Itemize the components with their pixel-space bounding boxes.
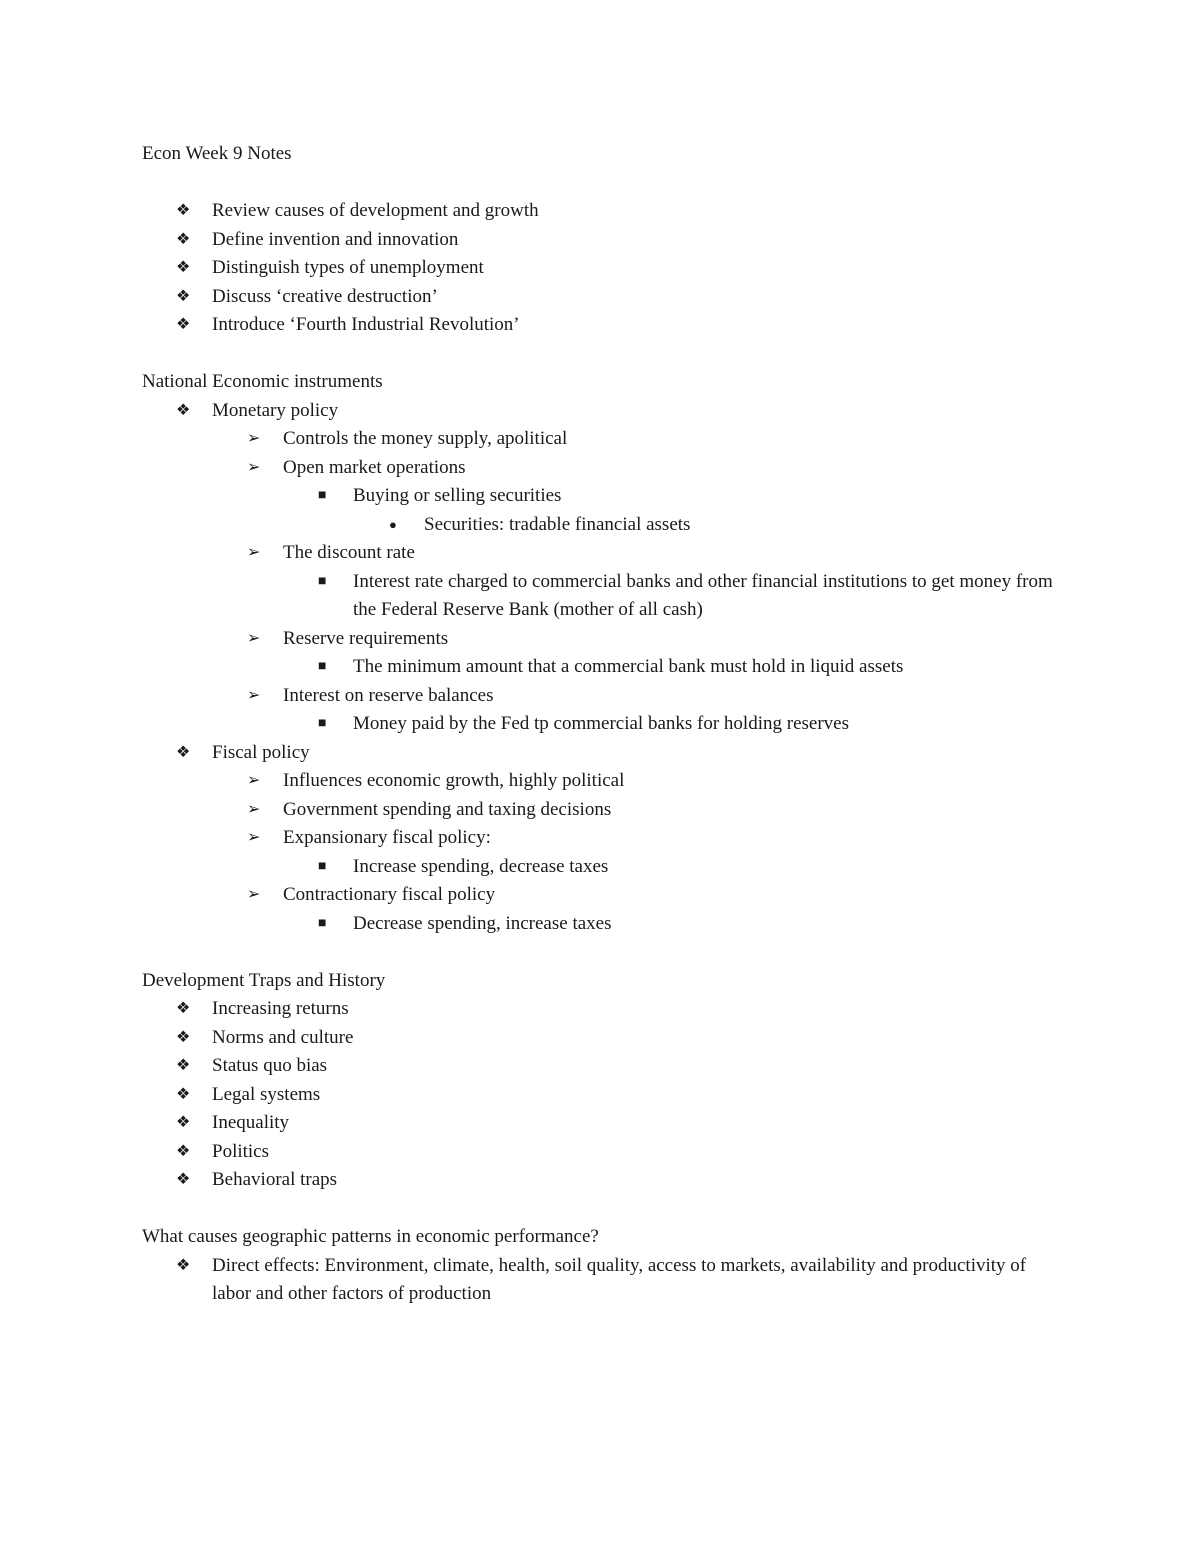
list-item-objective: ❖ Define invention and innovation — [142, 226, 1062, 255]
diamond-bullet-icon: ❖ — [176, 1057, 191, 1074]
spacer — [142, 340, 1062, 369]
list-item-discount-desc: ■ Interest rate charged to commercial banks and other financial institutions to get money from the Federal Reserve Bank (mother of all cash) — [142, 568, 1062, 625]
list-item-expansionary: ➢ Expansionary fiscal policy: — [142, 824, 1062, 853]
diamond-bullet-icon: ❖ — [176, 287, 191, 305]
square-bullet-icon: ■ — [318, 915, 327, 931]
circle-bullet-icon: ● — [389, 516, 397, 532]
square-bullet-icon: ■ — [318, 659, 327, 674]
list-item-objective: ❖ Discuss ‘creative destruction’ — [142, 283, 1062, 312]
list-item-controls: ➢ Controls the money supply, apolitical — [142, 425, 1062, 454]
section-heading-traps: Development Traps and History — [142, 969, 386, 991]
diamond-bullet-icon: ❖ — [176, 743, 191, 761]
list-item-trap: ❖ Increasing returns — [142, 995, 1062, 1024]
list-item-trap: ❖ Inequality — [142, 1109, 1062, 1138]
list-item-monetary-policy: ❖ Monetary policy — [142, 397, 1062, 426]
diamond-bullet-icon: ❖ — [176, 230, 191, 248]
diamond-bullet-icon: ❖ — [176, 1171, 191, 1188]
arrow-bullet-icon: ➢ — [247, 800, 261, 818]
diamond-bullet-icon: ❖ — [176, 1142, 191, 1160]
list-item-trap: ❖ Norms and culture — [142, 1024, 1062, 1053]
list-item-open-market: ➢ Open market operations — [142, 454, 1062, 483]
spacer — [142, 169, 1062, 198]
arrow-bullet-icon: ➢ — [247, 772, 261, 789]
list-item-government: ➢ Government spending and taxing decisions — [142, 796, 1062, 825]
diamond-bullet-icon: ❖ — [176, 1028, 191, 1046]
list-item-trap: ❖ Politics — [142, 1138, 1062, 1167]
list-item-expansionary-desc: ■ Increase spending, decrease taxes — [142, 853, 1062, 882]
square-bullet-icon: ■ — [318, 488, 327, 503]
section-heading-geo: What causes geographic patterns in economic performance? — [142, 1226, 599, 1247]
document-body — [142, 140, 1062, 1309]
square-bullet-icon: ■ — [318, 716, 327, 731]
list-item-direct-effects: ❖ Direct effects: Environment, climate, health, soil quality, access to markets, availability and productivity of labor and other factors of production — [142, 1252, 1062, 1309]
diamond-bullet-icon: ❖ — [176, 1000, 191, 1017]
list-item-objective: ❖ Distinguish types of unemployment — [142, 254, 1062, 283]
list-item-discount-rate: ➢ The discount rate — [142, 539, 1062, 568]
arrow-bullet-icon: ➢ — [247, 458, 261, 476]
list-item-contractionary: ➢ Contractionary fiscal policy — [142, 881, 1062, 910]
list-item-securities: ● Securities: tradable financial assets — [142, 511, 1062, 540]
diamond-bullet-icon: ❖ — [176, 1085, 191, 1103]
list-item-reserve-requirements: ➢ Reserve requirements — [142, 625, 1062, 654]
square-bullet-icon: ■ — [318, 858, 327, 874]
list-item-contractionary-desc: ■ Decrease spending, increase taxes — [142, 910, 1062, 939]
arrow-bullet-icon: ➢ — [247, 430, 261, 447]
arrow-bullet-icon: ➢ — [247, 829, 261, 846]
spacer — [142, 938, 1062, 967]
list-item-interest-reserve: ➢ Interest on reserve balances — [142, 682, 1062, 711]
diamond-bullet-icon: ❖ — [176, 401, 191, 419]
list-item-interest-reserve-desc: ■ Money paid by the Fed tp commercial banks for holding reserves — [142, 710, 1062, 739]
diamond-bullet-icon: ❖ — [176, 316, 191, 333]
diamond-bullet-icon: ❖ — [176, 259, 191, 276]
arrow-bullet-icon: ➢ — [247, 629, 261, 647]
list-item-trap: ❖ Status quo bias — [142, 1052, 1062, 1081]
list-item-objective: ❖ Introduce ‘Fourth Industrial Revolution’ — [142, 311, 1062, 340]
arrow-bullet-icon: ➢ — [247, 686, 261, 704]
list-item-trap: ❖ Legal systems — [142, 1081, 1062, 1110]
section-heading-instruments: National Economic instruments — [142, 371, 383, 392]
list-item-reserve-desc: ■ The minimum amount that a commercial bank must hold in liquid assets — [142, 653, 1062, 682]
list-item-buying-selling: ■ Buying or selling securities — [142, 482, 1062, 511]
list-item-influences: ➢ Influences economic growth, highly political — [142, 767, 1062, 796]
square-bullet-icon: ■ — [318, 573, 327, 589]
list-item-fiscal-policy: ❖ Fiscal policy — [142, 739, 1062, 768]
spacer — [142, 1195, 1062, 1224]
arrow-bullet-icon: ➢ — [247, 544, 261, 561]
document-title: Econ Week 9 Notes — [142, 143, 292, 164]
list-item-trap: ❖ Behavioral traps — [142, 1166, 1062, 1195]
list-item-objective: ❖ Review causes of development and growth — [142, 197, 1062, 226]
diamond-bullet-icon: ❖ — [176, 1114, 191, 1131]
arrow-bullet-icon: ➢ — [247, 886, 261, 903]
diamond-bullet-icon: ❖ — [176, 202, 191, 219]
diamond-bullet-icon: ❖ — [176, 1256, 191, 1274]
